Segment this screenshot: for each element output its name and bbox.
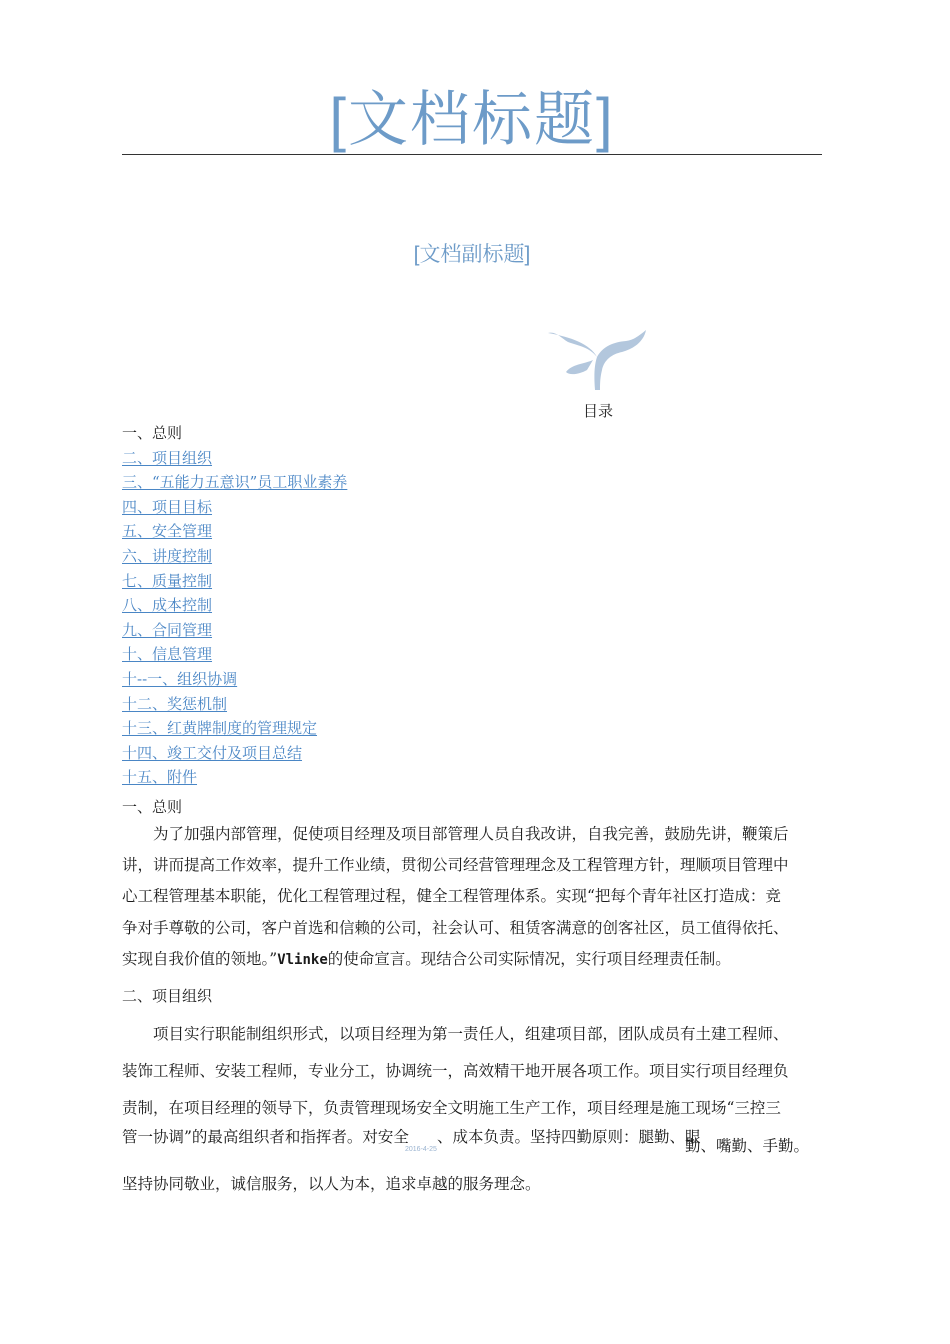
toc-link-information[interactable]: 十、信息管理 xyxy=(122,645,213,664)
paragraph-line xyxy=(122,944,822,975)
section-2-paragraph xyxy=(122,1016,822,1127)
document-title: [文档标题] xyxy=(329,86,615,153)
sprout-icon xyxy=(546,326,648,390)
paragraph-line: 争对手尊敬的公司，客户首选和信赖的公司，社会认可、租赁客满意的创客社区，员工值得依托、 xyxy=(122,918,789,937)
title-underline xyxy=(122,154,822,155)
toc-item-general[interactable]: 一、总则 xyxy=(122,424,183,442)
toc-link-contract[interactable]: 九、合同管理 xyxy=(122,620,213,639)
table-of-contents xyxy=(122,421,347,790)
toc-link-schedule[interactable]: 六、讲度控制 xyxy=(122,546,213,565)
text-run: 的使命宣言。现结合公司实际情况，实行项目经理责任制。 xyxy=(327,949,731,968)
toc-link-completion[interactable]: 十四、竣工交付及项目总结 xyxy=(122,743,303,762)
paragraph-line: 项目实行职能制组织形式，以项目经理为第一责任人，组建项目部，团队成员有土建工程师、 xyxy=(153,1025,789,1043)
toc-link-safety[interactable]: 五、安全管理 xyxy=(122,522,213,541)
toc-heading: 目录 xyxy=(582,402,613,420)
toc-link-professionalism[interactable]: 三、“五能力五意识”员工职业素养 xyxy=(122,473,348,492)
toc-link-cost[interactable]: 八、成本控制 xyxy=(122,596,213,615)
paragraph-fragment: 管一协调”的最高组织者和指挥者。对安全 xyxy=(122,1128,409,1146)
date-stamp: 2016-4-25 xyxy=(405,1146,437,1153)
paragraph-fragment: 勤、嘴勤、手勤。 xyxy=(685,1137,810,1155)
paragraph-line: 责制，在项目经理的领导下，负责管理现场安全文明施工生产工作，项目经理是施工现场“三控三 xyxy=(122,1099,781,1117)
paragraph-line: 心工程管理基本职能，优化工程管理过程，健全工程管理体系。实现“把每个青年社区打造成：竞 xyxy=(122,887,781,906)
toc-link-coordination[interactable]: 十--一、组织协调 xyxy=(122,669,238,688)
toc-link-rewards[interactable]: 十二、奖惩机制 xyxy=(122,694,228,713)
text-run: 实现自我价值的领地。” xyxy=(122,949,278,968)
paragraph-fragment: 、成本负责。坚持四勤原则：腿勤、眼 xyxy=(437,1128,701,1146)
section-1-paragraph xyxy=(122,819,822,975)
toc-link-organization[interactable]: 二、项目组织 xyxy=(122,448,213,467)
toc-link-quality[interactable]: 七、质量控制 xyxy=(122,571,213,590)
paragraph-line: 讲，讲而提高工作效率，提升工作业绩，贯彻公司经营管理理念及工程管理方针，理顺项目管理中 xyxy=(122,856,789,875)
toc-link-card-system[interactable]: 十三、红黄牌制度的管理规定 xyxy=(122,719,318,738)
paragraph-line: 坚持协同敬业，诚信服务，以人为本，追求卓越的服务理念。 xyxy=(122,1175,541,1193)
section-1-heading: 一、总则 xyxy=(122,798,183,816)
toc-link-goals[interactable]: 四、项目目标 xyxy=(122,497,213,516)
section-2-heading: 二、项目组织 xyxy=(122,987,213,1005)
paragraph-line: 装饰工程师、安装工程师，专业分工，协调统一，高效精干地开展各项工作。项目实行项目经理负 xyxy=(122,1062,789,1080)
paragraph-line: 为了加强内部管理，促使项目经理及项目部管理人员自我改讲，自我完善，鼓励先讲，鞭策后 xyxy=(153,825,789,843)
document-subtitle: [文档副标题] xyxy=(413,243,531,266)
toc-link-attachments[interactable]: 十五、附件 xyxy=(122,768,198,787)
brand-name: Vlinke xyxy=(277,951,328,968)
